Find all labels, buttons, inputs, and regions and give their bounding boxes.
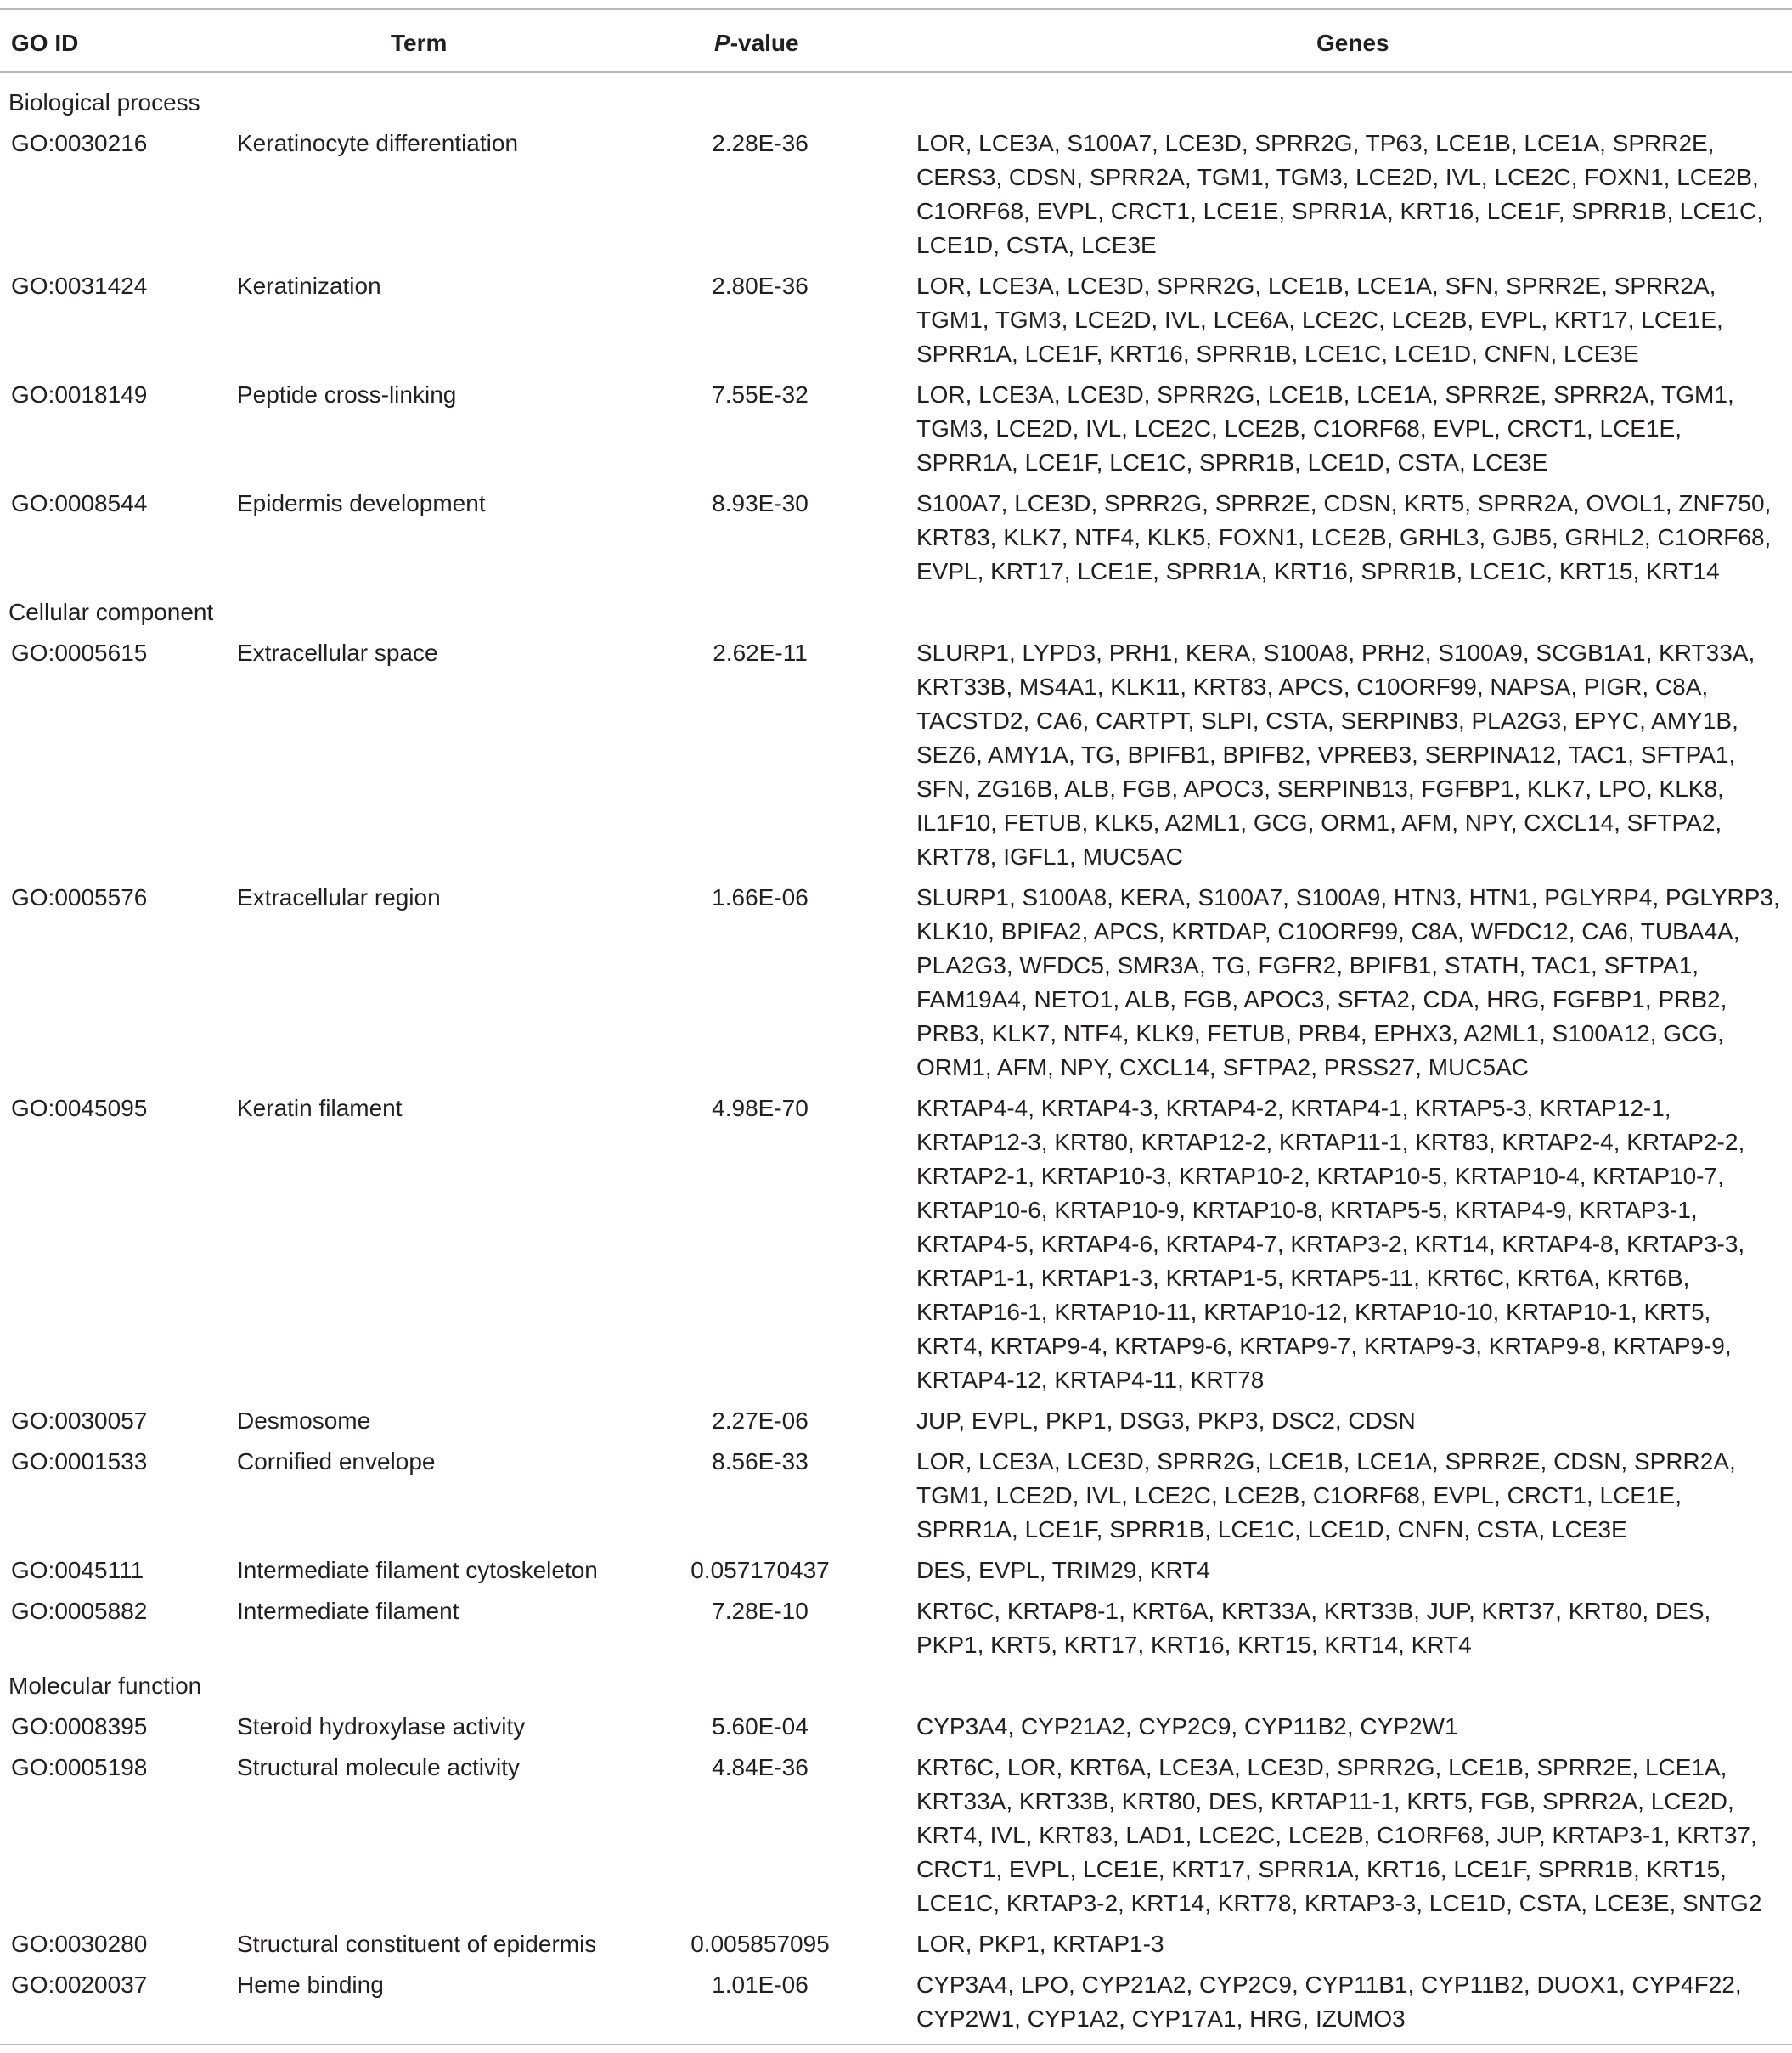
genes-line: KRTAP16-1, KRTAP10-11, KRTAP10-12, KRTAP10-10, KRTAP10-1, KRT5, bbox=[916, 1299, 1711, 1325]
term-cell: Keratin filament bbox=[237, 1095, 403, 1121]
p-value-cell: 2.80E-36 bbox=[712, 273, 809, 299]
genes-cell bbox=[916, 1091, 1787, 1397]
genes-line: KRT78, IGFL1, MUC5AC bbox=[916, 843, 1183, 870]
genes-line: KRTAP10-6, KRTAP10-9, KRTAP10-8, KRTAP5-5, KRTAP4-9, KRTAP3-1, bbox=[916, 1197, 1698, 1223]
p-value-cell: 1.66E-06 bbox=[712, 884, 809, 911]
genes-line: TACSTD2, CA6, CARTPT, SLPI, CSTA, SERPINB3, PLA2G3, EPYC, AMY1B, bbox=[916, 708, 1738, 734]
term-cell: Epidermis development bbox=[237, 490, 486, 516]
genes-line: DES, EVPL, TRIM29, KRT4 bbox=[916, 1557, 1210, 1583]
header-rule bbox=[0, 71, 1792, 73]
genes-line: LCE1D, CSTA, LCE3E bbox=[916, 232, 1157, 258]
go-id-cell: GO:0020037 bbox=[11, 1971, 148, 1998]
genes-cell bbox=[916, 1594, 1787, 1662]
genes-line: ORM1, AFM, NPY, CXCL14, SFTPA2, PRSS27, MUC5AC bbox=[916, 1054, 1529, 1080]
genes-line: TGM1, LCE2D, IVL, LCE2C, LCE2B, C1ORF68, EVPL, CRCT1, LCE1E, bbox=[916, 1482, 1682, 1509]
term-cell: Structural molecule activity bbox=[237, 1754, 521, 1780]
genes-cell bbox=[916, 1404, 1787, 1438]
term-cell: Structural constituent of epidermis bbox=[237, 1931, 597, 1957]
go-id-cell: GO:0008544 bbox=[11, 490, 148, 516]
genes-line: LOR, LCE3A, LCE3D, SPRR2G, LCE1B, LCE1A, SPRR2E, CDSN, SPRR2A, bbox=[916, 1448, 1736, 1475]
genes-line: SPRR1A, LCE1F, LCE1C, SPRR1B, LCE1D, CSTA, LCE3E bbox=[916, 449, 1548, 476]
genes-cell bbox=[916, 1968, 1787, 2036]
genes-line: KRTAP4-4, KRTAP4-3, KRTAP4-2, KRTAP4-1, KRTAP5-3, KRTAP12-1, bbox=[916, 1095, 1671, 1121]
term-cell: Intermediate filament bbox=[237, 1598, 459, 1624]
header-genes: Genes bbox=[1316, 30, 1389, 56]
term-cell: Keratinocyte differentiation bbox=[237, 130, 519, 156]
genes-line: FAM19A4, NETO1, ALB, FGB, APOC3, SFTA2, CDA, HRG, FGFBP1, PRB2, bbox=[916, 986, 1727, 1012]
go-id-cell: GO:0030057 bbox=[11, 1407, 148, 1434]
header-p-italic: P bbox=[714, 30, 730, 56]
term-cell: Steroid hydroxylase activity bbox=[237, 1713, 526, 1740]
genes-cell bbox=[916, 1751, 1787, 1920]
genes-line: TGM1, TGM3, LCE2D, IVL, LCE6A, LCE2C, LCE2B, EVPL, KRT17, LCE1E, bbox=[916, 307, 1723, 333]
genes-line: KRT4, IVL, KRT83, LAD1, LCE2C, LCE2B, C1ORF68, JUP, KRTAP3-1, KRT37, bbox=[916, 1822, 1757, 1848]
term-cell: Heme binding bbox=[237, 1971, 384, 1998]
bottom-rule bbox=[0, 2044, 1792, 2045]
genes-line: SLURP1, LYPD3, PRH1, KERA, S100A8, PRH2, S100A9, SCGB1A1, KRT33A, bbox=[916, 640, 1755, 666]
section-title: Biological process bbox=[8, 89, 200, 116]
genes-line: LOR, LCE3A, LCE3D, SPRR2G, LCE1B, LCE1A, SPRR2E, SPRR2A, TGM1, bbox=[916, 381, 1734, 408]
term-cell: Desmosome bbox=[237, 1407, 371, 1434]
genes-line: S100A7, LCE3D, SPRR2G, SPRR2E, CDSN, KRT5, SPRR2A, OVOL1, ZNF750, bbox=[916, 490, 1772, 516]
header-go-id: GO ID bbox=[11, 30, 79, 56]
genes-line: LOR, LCE3A, LCE3D, SPRR2G, LCE1B, LCE1A, SFN, SPRR2E, SPRR2A, bbox=[916, 273, 1716, 299]
p-value-cell: 4.98E-70 bbox=[712, 1095, 809, 1121]
genes-line: KLK10, BPIFA2, APCS, KRTDAP, C10ORF99, C8A, WFDC12, CA6, TUBA4A, bbox=[916, 918, 1740, 945]
p-value-cell: 7.28E-10 bbox=[712, 1598, 809, 1624]
term-cell: Extracellular region bbox=[237, 884, 441, 911]
genes-line: CYP3A4, LPO, CYP21A2, CYP2C9, CYP11B1, CYP11B2, DUOX1, CYP4F22, bbox=[916, 1971, 1742, 1998]
genes-line: KRT6C, KRTAP8-1, KRT6A, KRT33A, KRT33B, JUP, KRT37, KRT80, DES, bbox=[916, 1598, 1711, 1624]
genes-line: PLA2G3, WFDC5, SMR3A, TG, FGFR2, BPIFB1, STATH, TAC1, SFTPA1, bbox=[916, 952, 1699, 979]
genes-cell bbox=[916, 487, 1787, 589]
go-id-cell: GO:0030280 bbox=[11, 1931, 148, 1957]
p-value-cell: 1.01E-06 bbox=[712, 1971, 809, 1998]
genes-line: KRTAP12-3, KRT80, KRTAP12-2, KRTAP11-1, KRT83, KRTAP2-4, KRTAP2-2, bbox=[916, 1129, 1745, 1155]
genes-cell bbox=[916, 378, 1787, 480]
genes-cell bbox=[916, 127, 1787, 262]
genes-cell bbox=[916, 1927, 1787, 1961]
genes-line: KRT83, KLK7, NTF4, KLK5, FOXN1, LCE2B, GRHL3, GJB5, GRHL2, C1ORF68, bbox=[916, 524, 1772, 550]
p-value-cell: 8.93E-30 bbox=[712, 490, 809, 516]
genes-line: SPRR1A, LCE1F, KRT16, SPRR1B, LCE1C, LCE1D, CNFN, LCE3E bbox=[916, 341, 1639, 367]
p-value-cell: 7.55E-32 bbox=[712, 381, 809, 408]
term-cell: Peptide cross-linking bbox=[237, 381, 457, 408]
p-value-cell: 0.005857095 bbox=[690, 1931, 830, 1957]
genes-line: KRT6C, LOR, KRT6A, LCE3A, LCE3D, SPRR2G, LCE1B, SPRR2E, LCE1A, bbox=[916, 1754, 1727, 1780]
genes-line: LOR, LCE3A, S100A7, LCE3D, SPRR2G, TP63, LCE1B, LCE1A, SPRR2E, bbox=[916, 130, 1715, 156]
go-id-cell: GO:0045095 bbox=[11, 1095, 148, 1121]
top-rule bbox=[0, 8, 1792, 10]
genes-cell bbox=[916, 1554, 1787, 1588]
genes-line: IL1F10, FETUB, KLK5, A2ML1, GCG, ORM1, AFM, NPY, CXCL14, SFTPA2, bbox=[916, 809, 1722, 836]
genes-cell bbox=[916, 269, 1787, 371]
term-cell: Intermediate filament cytoskeleton bbox=[237, 1557, 598, 1583]
genes-line: SEZ6, AMY1A, TG, BPIFB1, BPIFB2, VPREB3, SERPINA12, TAC1, SFTPA1, bbox=[916, 742, 1736, 768]
genes-line: CRCT1, EVPL, LCE1E, KRT17, SPRR1A, KRT16, LCE1F, SPRR1B, KRT15, bbox=[916, 1856, 1727, 1882]
header-p-value bbox=[714, 29, 799, 58]
section-title: Cellular component bbox=[8, 599, 214, 625]
genes-line: KRTAP4-5, KRTAP4-6, KRTAP4-7, KRTAP3-2, KRT14, KRTAP4-8, KRTAP3-3, bbox=[916, 1231, 1745, 1257]
genes-line: KRT33A, KRT33B, KRT80, DES, KRTAP11-1, KRT5, FGB, SPRR2A, LCE2D, bbox=[916, 1788, 1734, 1814]
genes-cell bbox=[916, 636, 1787, 874]
genes-line: SPRR1A, LCE1F, SPRR1B, LCE1C, LCE1D, CNFN, CSTA, LCE3E bbox=[916, 1516, 1627, 1543]
term-cell: Keratinization bbox=[237, 273, 381, 299]
p-value-cell: 4.84E-36 bbox=[712, 1754, 809, 1780]
p-value-cell: 2.62E-11 bbox=[713, 640, 808, 666]
genes-line: PRB3, KLK7, NTF4, KLK9, FETUB, PRB4, EPHX3, A2ML1, S100A12, GCG, bbox=[916, 1020, 1724, 1046]
genes-cell bbox=[916, 1710, 1787, 1744]
p-value-cell: 8.56E-33 bbox=[712, 1448, 809, 1475]
genes-line: C1ORF68, EVPL, CRCT1, LCE1E, SPRR1A, KRT16, LCE1F, SPRR1B, LCE1C, bbox=[916, 198, 1763, 224]
genes-cell bbox=[916, 1445, 1787, 1547]
go-id-cell: GO:0018149 bbox=[11, 381, 148, 408]
go-id-cell: GO:0008395 bbox=[11, 1713, 148, 1740]
p-value-cell: 0.057170437 bbox=[690, 1557, 830, 1583]
genes-line: SLURP1, S100A8, KERA, S100A7, S100A9, HTN3, HTN1, PGLYRP4, PGLYRP3, bbox=[916, 884, 1780, 911]
genes-line: KRT33B, MS4A1, KLK11, KRT83, APCS, C10ORF99, NAPSA, PIGR, C8A, bbox=[916, 674, 1709, 700]
genes-line: CYP3A4, CYP21A2, CYP2C9, CYP11B2, CYP2W1 bbox=[916, 1713, 1458, 1740]
go-id-cell: GO:0005576 bbox=[11, 884, 148, 911]
p-value-cell: 2.27E-06 bbox=[712, 1407, 809, 1434]
p-value-cell: 5.60E-04 bbox=[712, 1713, 809, 1740]
genes-line: JUP, EVPL, PKP1, DSG3, PKP3, DSC2, CDSN bbox=[916, 1407, 1416, 1434]
genes-line: KRTAP4-12, KRTAP4-11, KRT78 bbox=[916, 1367, 1265, 1393]
go-id-cell: GO:0005615 bbox=[11, 640, 148, 666]
go-id-cell: GO:0045111 bbox=[11, 1557, 144, 1583]
genes-line: KRT4, KRTAP9-4, KRTAP9-6, KRTAP9-7, KRTAP9-3, KRTAP9-8, KRTAP9-9, bbox=[916, 1333, 1732, 1359]
genes-line: EVPL, KRT17, LCE1E, SPRR1A, KRT16, SPRR1B, LCE1C, KRT15, KRT14 bbox=[916, 558, 1720, 584]
go-id-cell: GO:0031424 bbox=[11, 273, 148, 299]
header-p-suffix: -value bbox=[730, 30, 799, 56]
term-cell: Extracellular space bbox=[237, 640, 438, 666]
genes-line: TGM3, LCE2D, IVL, LCE2C, LCE2B, C1ORF68, EVPL, CRCT1, LCE1E, bbox=[916, 415, 1682, 442]
go-id-cell: GO:0005198 bbox=[11, 1754, 148, 1780]
genes-line: PKP1, KRT5, KRT17, KRT16, KRT15, KRT14, KRT4 bbox=[916, 1632, 1472, 1658]
header-term: Term bbox=[391, 30, 448, 56]
genes-line: SFN, ZG16B, ALB, FGB, APOC3, SERPINB13, FGFBP1, KLK7, LPO, KLK8, bbox=[916, 776, 1724, 802]
genes-line: LCE1C, KRTAP3-2, KRT14, KRT78, KRTAP3-3, LCE1D, CSTA, LCE3E, SNTG2 bbox=[916, 1890, 1762, 1916]
go-id-cell: GO:0030216 bbox=[11, 130, 148, 156]
go-id-cell: GO:0001533 bbox=[11, 1448, 148, 1475]
p-value-cell: 2.28E-36 bbox=[712, 130, 809, 156]
genes-line: CERS3, CDSN, SPRR2A, TGM1, TGM3, LCE2D, IVL, LCE2C, FOXN1, LCE2B, bbox=[916, 164, 1759, 190]
genes-cell bbox=[916, 881, 1787, 1085]
section-title: Molecular function bbox=[8, 1672, 202, 1699]
go-id-cell: GO:0005882 bbox=[11, 1598, 148, 1624]
genes-line: KRTAP2-1, KRTAP10-3, KRTAP10-2, KRTAP10-5, KRTAP10-4, KRTAP10-7, bbox=[916, 1163, 1724, 1189]
genes-line: CYP2W1, CYP1A2, CYP17A1, HRG, IZUMO3 bbox=[916, 2005, 1406, 2032]
genes-line: LOR, PKP1, KRTAP1-3 bbox=[916, 1931, 1164, 1957]
term-cell: Cornified envelope bbox=[237, 1448, 436, 1475]
genes-line: KRTAP1-1, KRTAP1-3, KRTAP1-5, KRTAP5-11, KRT6C, KRT6A, KRT6B, bbox=[916, 1265, 1690, 1291]
